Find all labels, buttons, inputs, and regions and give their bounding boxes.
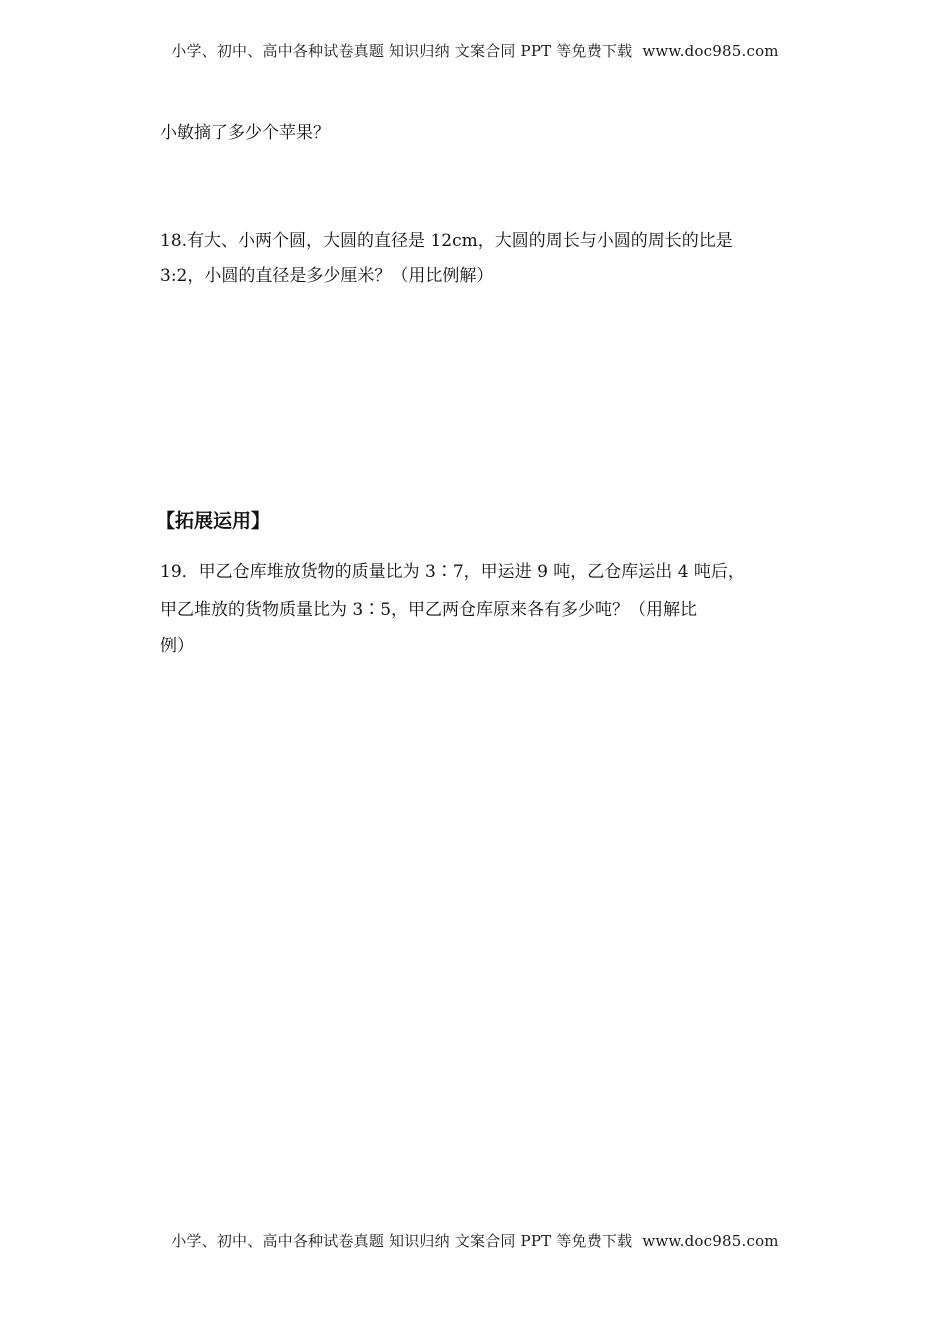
q19-line-2: 甲乙堆放的货物质量比为 3∶5，甲乙两仓库原来各有多少吨？（用解比 bbox=[160, 600, 698, 620]
q19-line-1: 19．甲乙仓库堆放货物的质量比为 3∶7，甲运进 9 吨，乙仓库运出 4 吨后， bbox=[160, 562, 745, 582]
footer-text: 小学、初中、高中各种试卷真题 知识归纳 文案合同 PPT 等免费下载 bbox=[171, 1232, 633, 1250]
q18-line-1: 18.有大、小两个圆，大圆的直径是 12cm，大圆的周长与小圆的周长的比是 bbox=[160, 231, 733, 251]
footer-site-link[interactable]: www.doc985.com bbox=[642, 1232, 779, 1250]
header-text: 小学、初中、高中各种试卷真题 知识归纳 文案合同 PPT 等免费下载 bbox=[171, 42, 633, 60]
q17-continuation: 小敏摘了多少个苹果？ bbox=[160, 123, 330, 143]
q18-line-2: 3:2，小圆的直径是多少厘米？（用比例解） bbox=[160, 266, 494, 286]
page-footer bbox=[0, 1230, 950, 1251]
section-title: 【拓展运用】 bbox=[156, 510, 271, 532]
header-site-link[interactable]: www.doc985.com bbox=[642, 42, 779, 60]
q19-line-3: 例） bbox=[160, 636, 194, 656]
page-header bbox=[0, 40, 950, 61]
